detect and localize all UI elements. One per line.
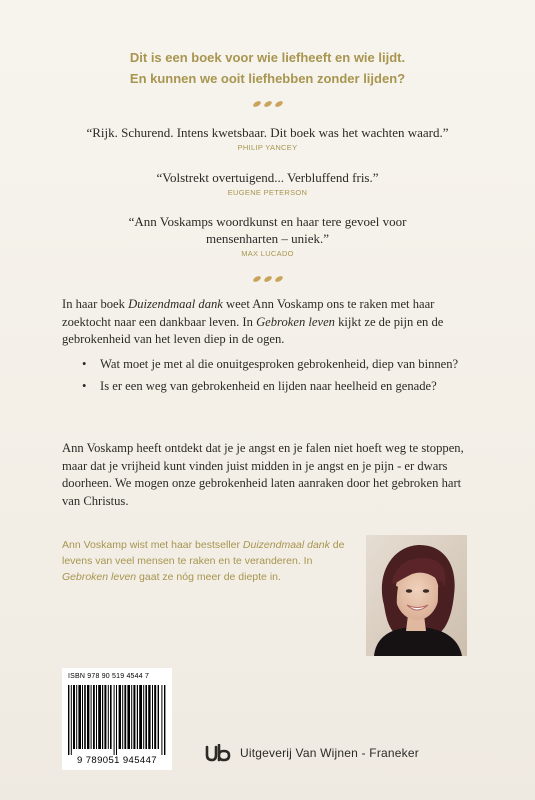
- author-portrait-icon: [366, 535, 467, 656]
- closing-paragraph: Ann Voskamp heeft ontdekt dat je je angst en je falen niet hoeft weg te stoppen, maar dat je vrijheid kunt vinden juist midden in je angst en je pijn - er dwars doorheen. We mogen onze gebrokenheid laten aanraken door het gebroken hart van Christus.: [62, 441, 464, 508]
- quote-peterson: [0, 169, 535, 197]
- intro-text: In haar boek: [62, 297, 129, 311]
- quote-lucado: [0, 213, 535, 258]
- barcode-bars-icon: [68, 685, 166, 755]
- tagline-line-1: Dit is een boek voor wie liefheeft en wie lijdt.: [129, 50, 406, 65]
- isbn-label: ISBN 978 90 519 4544 7: [68, 673, 150, 680]
- quote-yancey: [0, 124, 535, 152]
- intro-text: kijkt ze de pijn en de gebrokenheid van het leven diep in de ogen.: [62, 314, 444, 346]
- question-list: [80, 356, 480, 399]
- quote-author: EUGENE PETERSON: [227, 188, 308, 197]
- bio-text: gaat ze nóg meer de diepte in.: [136, 571, 281, 583]
- author-photo: [366, 535, 467, 656]
- book-title: Gebroken leven: [256, 314, 335, 329]
- book-title: Duizendmaal dank: [242, 539, 330, 551]
- tagline-line-2: En kunnen we ooit liefhebben zonder lijden?: [129, 71, 406, 86]
- book-title: Gebroken leven: [62, 571, 137, 583]
- list-item: • Wat moet je met al die onuitgesproken gebrokenheid, diep van binnen?: [80, 356, 480, 374]
- wheat-grain-ornament-icon: [250, 98, 286, 110]
- intro-text: weet Ann Voskamp ons te raken met haar zoektocht naar een dankbaar leven. In: [62, 297, 435, 329]
- bio-text: de levens van veel mensen te raken en te veranderen. In: [62, 539, 345, 567]
- book-title: Duizendmaal dank: [128, 297, 223, 311]
- intro-paragraph: [62, 296, 482, 349]
- publisher-name: Uitgeverij Van Wijnen - Franeker: [240, 746, 419, 760]
- quote-text-line-1: “Ann Voskamps woordkunst en haar tere gevoel voor: [128, 214, 407, 229]
- barcode-number: 9 789051 945447: [77, 755, 157, 766]
- list-item: • Is er een weg van gebrokenheid en lijden naar heelheid en genade?: [80, 378, 480, 396]
- quote-author: MAX LUCADO: [241, 249, 294, 258]
- author-bio: [62, 537, 352, 585]
- quote-text-line-2: mensenharten – uniek.”: [205, 231, 330, 246]
- wheat-grain-ornament-icon: [250, 273, 286, 285]
- quote-text: “Rijk. Schurend. Intens kwetsbaar. Dit boek was het wachten waard.”: [86, 125, 449, 140]
- quote-text: “Volstrekt overtuigend... Verbluffend fris.”: [156, 170, 379, 185]
- bio-text: Ann Voskamp wist met haar bestseller: [62, 539, 243, 551]
- tagline: [0, 47, 535, 89]
- publisher: [205, 742, 419, 764]
- barcode: [62, 668, 172, 770]
- quote-author: PHILIP YANCEY: [237, 143, 298, 152]
- publisher-logo-icon: [205, 744, 231, 762]
